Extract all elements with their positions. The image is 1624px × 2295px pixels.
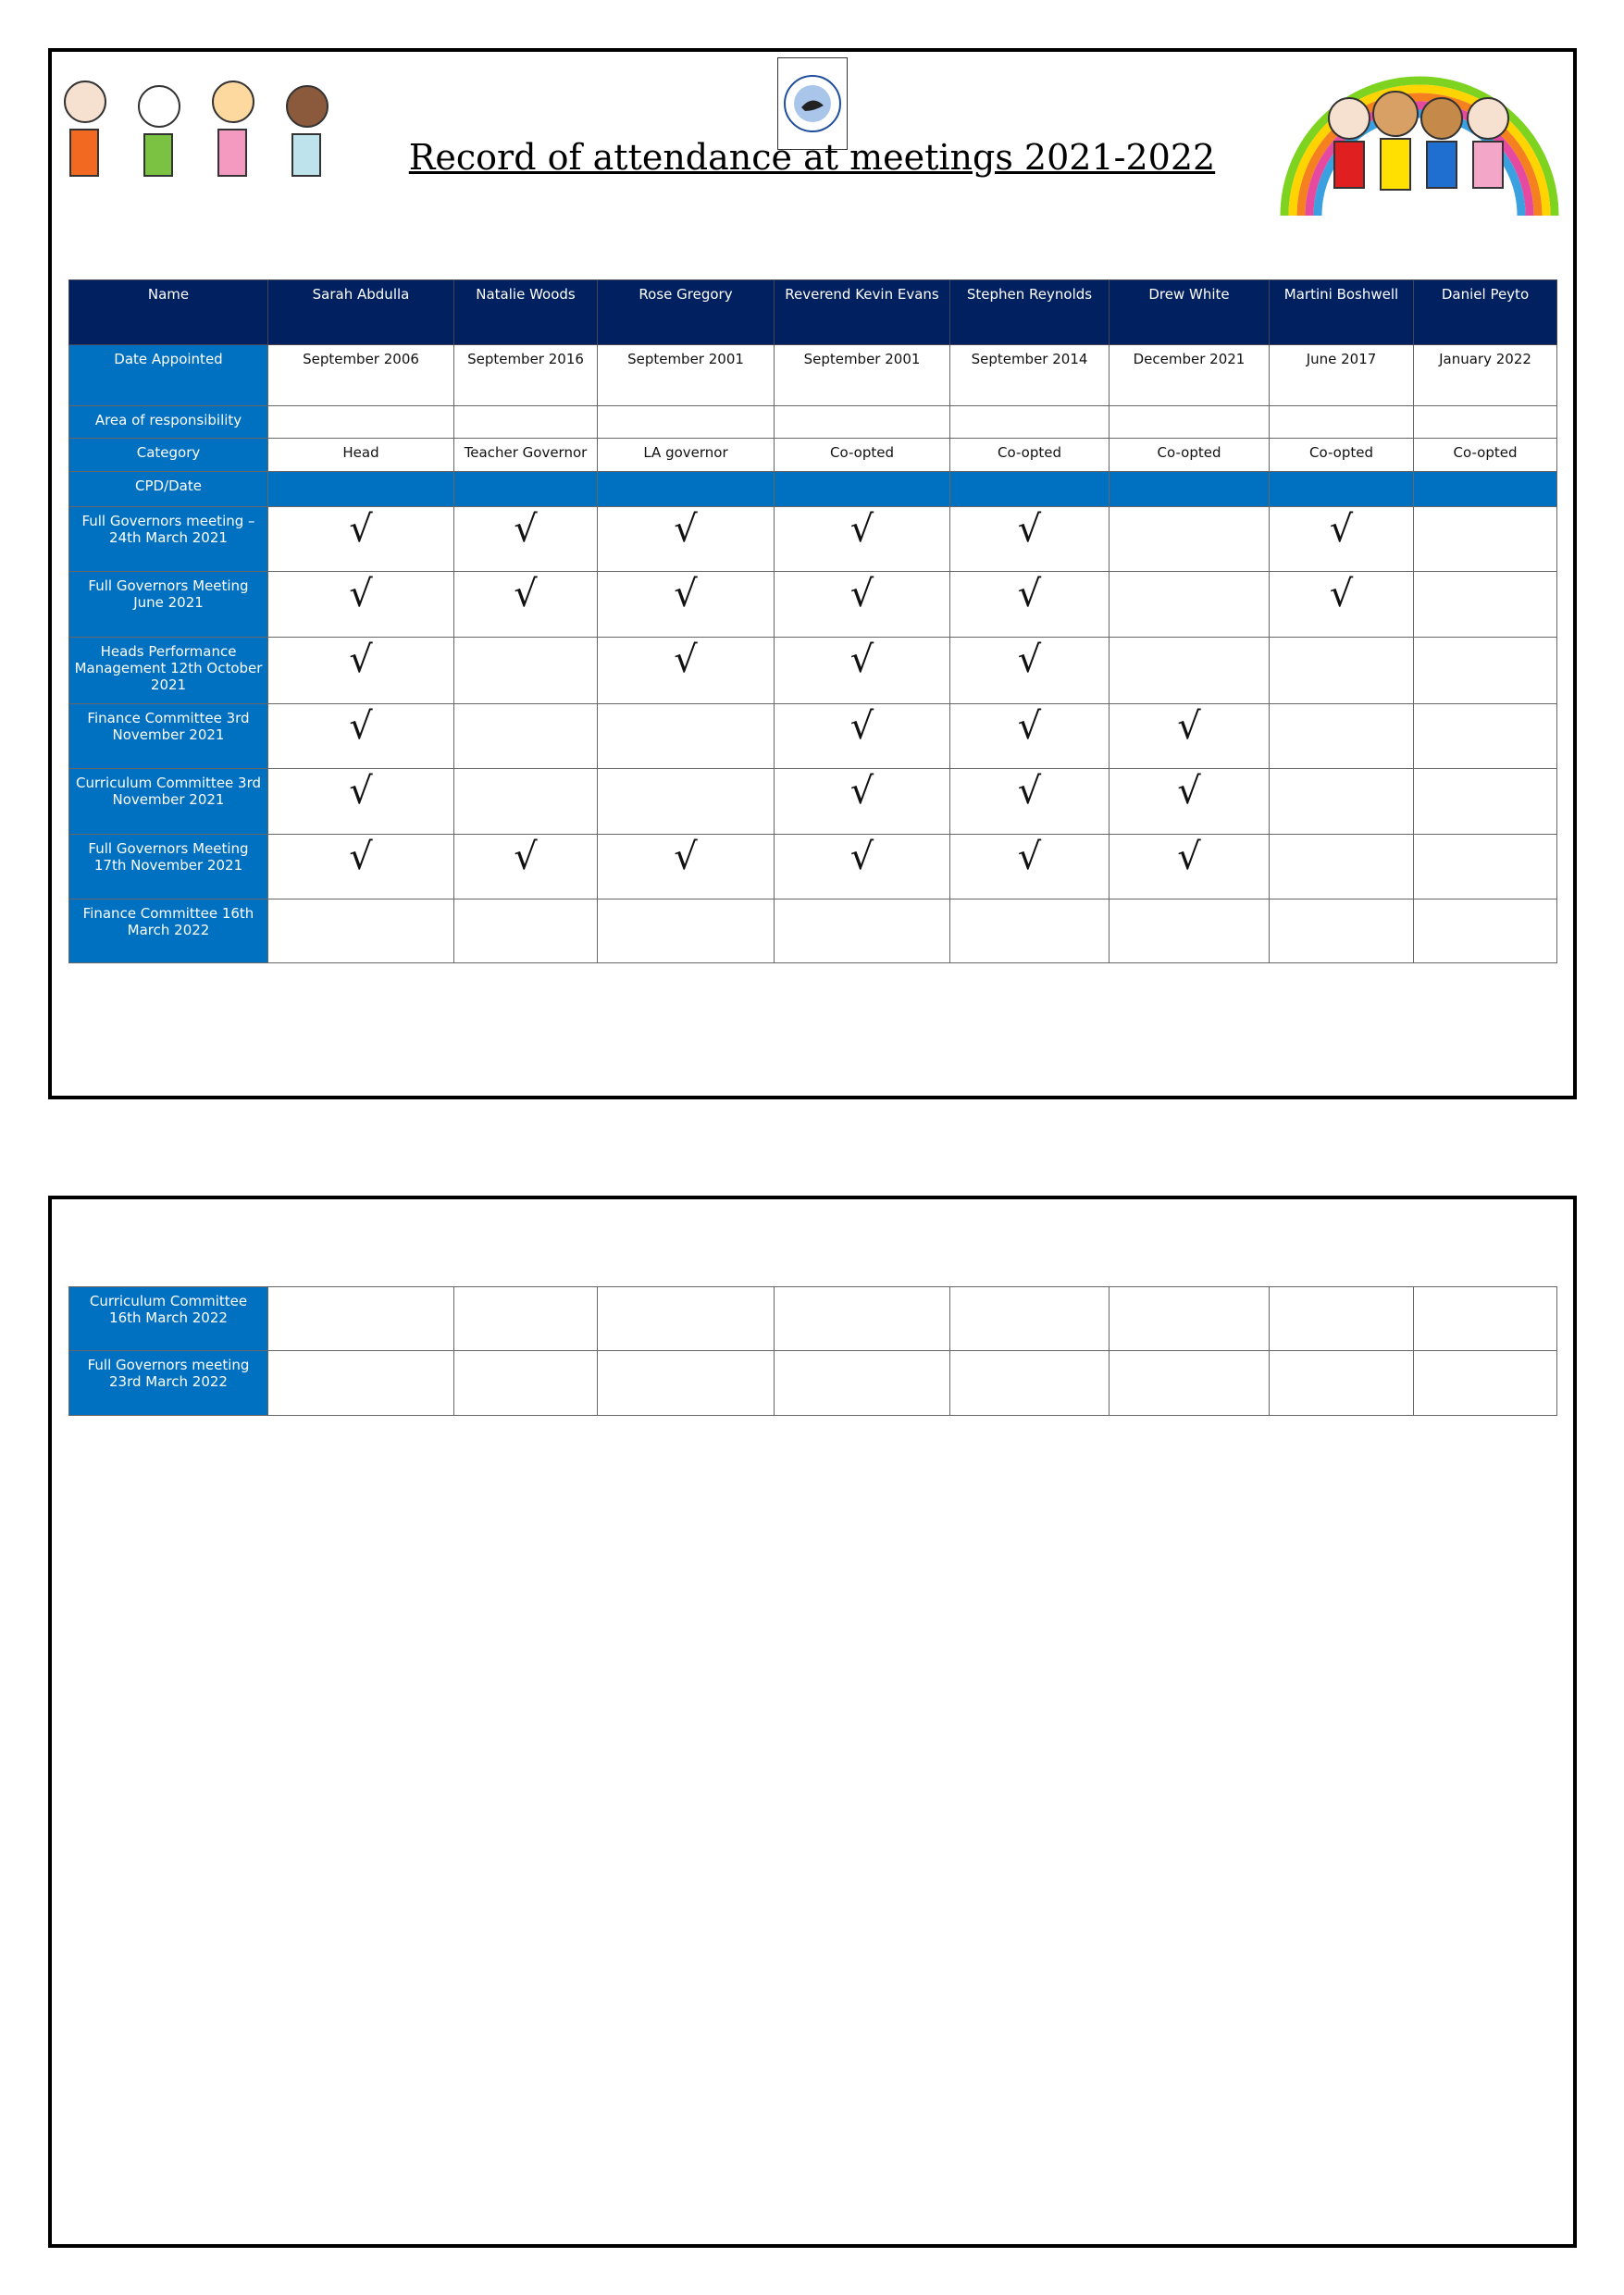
category-cell: Co-opted — [1110, 439, 1270, 472]
check-mark-icon: √ — [849, 770, 874, 813]
check-mark-icon: √ — [514, 508, 538, 551]
attendance-cell — [1270, 638, 1414, 704]
check-mark-icon: √ — [349, 508, 373, 551]
attendance-cell — [598, 1287, 775, 1351]
attendance-cell — [1414, 1287, 1557, 1351]
attendance-cell — [1414, 704, 1557, 769]
meeting-label: Heads Performance Management 12th October 2021 — [69, 638, 268, 704]
attendance-cell — [1414, 507, 1557, 572]
attendance-cell — [598, 769, 775, 835]
check-mark-icon: √ — [849, 836, 874, 878]
row-label-date-appointed: Date Appointed — [69, 345, 268, 406]
row-label-cpd: CPD/Date — [69, 472, 268, 507]
attendance-cell — [1270, 835, 1414, 899]
governor-name: Reverend Kevin Evans — [775, 280, 950, 345]
meeting-label: Finance Committee 16th March 2022 — [69, 899, 268, 963]
area-cell — [268, 406, 454, 439]
category-cell: Teacher Governor — [454, 439, 598, 472]
attended-check-cell — [775, 638, 950, 704]
attended-check-cell — [950, 704, 1110, 769]
area-cell — [598, 406, 775, 439]
attendance-cell — [1270, 1351, 1414, 1416]
row-label-category: Category — [69, 439, 268, 472]
row-label-area: Area of responsibility — [69, 406, 268, 439]
cpd-cell — [1270, 472, 1414, 507]
check-mark-icon: √ — [849, 508, 874, 551]
check-mark-icon: √ — [349, 836, 373, 878]
attendance-table — [68, 279, 1557, 963]
check-mark-icon: √ — [849, 573, 874, 615]
category-cell: Co-opted — [950, 439, 1110, 472]
check-mark-icon: √ — [674, 836, 698, 878]
check-mark-icon: √ — [1177, 836, 1201, 878]
attendance-cell — [1110, 638, 1270, 704]
date-appointed-cell: June 2017 — [1270, 345, 1414, 406]
category-cell: Co-opted — [1414, 439, 1557, 472]
attended-check-cell — [775, 769, 950, 835]
meeting-row — [69, 769, 1557, 835]
attended-check-cell — [950, 835, 1110, 899]
check-mark-icon: √ — [849, 705, 874, 748]
meeting-label: Full Governors Meeting June 2021 — [69, 572, 268, 638]
cpd-cell — [775, 472, 950, 507]
date-appointed-cell: September 2014 — [950, 345, 1110, 406]
attended-check-cell — [268, 638, 454, 704]
area-cell — [1270, 406, 1414, 439]
attendance-cell — [598, 899, 775, 963]
attended-check-cell — [268, 572, 454, 638]
attended-check-cell — [1270, 507, 1414, 572]
attendance-cell — [1110, 899, 1270, 963]
attendance-cell — [454, 1351, 598, 1416]
attended-check-cell — [1110, 769, 1270, 835]
attended-check-cell — [775, 704, 950, 769]
attendance-cell — [1110, 1351, 1270, 1416]
attendance-table-continued — [68, 1286, 1557, 1416]
check-mark-icon: √ — [849, 639, 874, 681]
attendance-cell — [1414, 769, 1557, 835]
attendance-cell — [1110, 507, 1270, 572]
meeting-label: Full Governors meeting 23rd March 2022 — [69, 1351, 268, 1416]
attendance-cell — [1414, 835, 1557, 899]
meeting-row — [69, 507, 1557, 572]
governor-name: Rose Gregory — [598, 280, 775, 345]
attended-check-cell — [950, 507, 1110, 572]
date-appointed-cell: December 2021 — [1110, 345, 1270, 406]
check-mark-icon: √ — [674, 639, 698, 681]
date-appointed-cell: September 2001 — [598, 345, 775, 406]
attended-check-cell — [1110, 835, 1270, 899]
check-mark-icon: √ — [1017, 508, 1042, 551]
attended-check-cell — [268, 769, 454, 835]
check-mark-icon: √ — [1329, 573, 1354, 615]
meeting-label: Curriculum Committee 16th March 2022 — [69, 1287, 268, 1351]
attendance-cell — [454, 769, 598, 835]
attended-check-cell — [598, 572, 775, 638]
governor-name: Daniel Peyto — [1414, 280, 1557, 345]
check-mark-icon: √ — [349, 770, 373, 813]
attendance-cell — [1414, 638, 1557, 704]
category-cell: Co-opted — [1270, 439, 1414, 472]
attended-check-cell — [1110, 704, 1270, 769]
attendance-cell — [454, 638, 598, 704]
attended-check-cell — [950, 572, 1110, 638]
governor-name: Stephen Reynolds — [950, 280, 1110, 345]
check-mark-icon: √ — [349, 573, 373, 615]
attended-check-cell — [268, 507, 454, 572]
category-cell: LA governor — [598, 439, 775, 472]
attended-check-cell — [268, 835, 454, 899]
attendance-cell — [950, 1287, 1110, 1351]
area-cell — [454, 406, 598, 439]
check-mark-icon: √ — [1017, 770, 1042, 813]
check-mark-icon: √ — [1017, 836, 1042, 878]
attended-check-cell — [775, 572, 950, 638]
attendance-cell — [268, 899, 454, 963]
check-mark-icon: √ — [349, 705, 373, 748]
attendance-cell — [1270, 769, 1414, 835]
attendance-cell — [268, 1351, 454, 1416]
date-appointed-cell: September 2016 — [454, 345, 598, 406]
cpd-cell — [268, 472, 454, 507]
meeting-label: Curriculum Committee 3rd November 2021 — [69, 769, 268, 835]
check-mark-icon: √ — [1177, 770, 1201, 813]
check-mark-icon: √ — [1017, 639, 1042, 681]
meeting-row — [69, 899, 1557, 963]
meeting-row — [69, 835, 1557, 899]
attendance-cell — [1110, 572, 1270, 638]
attended-check-cell — [775, 507, 950, 572]
attended-check-cell — [268, 704, 454, 769]
meeting-label: Full Governors Meeting 17th November 2021 — [69, 835, 268, 899]
attendance-cell — [268, 1287, 454, 1351]
attended-check-cell — [1270, 572, 1414, 638]
attended-check-cell — [775, 835, 950, 899]
attended-check-cell — [598, 638, 775, 704]
attendance-cell — [598, 1351, 775, 1416]
page-title: Record of attendance at meetings 2021-2022 — [408, 137, 1216, 178]
check-mark-icon: √ — [1017, 705, 1042, 748]
attendance-cell — [598, 704, 775, 769]
check-mark-icon: √ — [514, 573, 538, 615]
attended-check-cell — [598, 835, 775, 899]
attendance-cell — [1414, 572, 1557, 638]
attended-check-cell — [598, 507, 775, 572]
date-appointed-cell: September 2001 — [775, 345, 950, 406]
check-mark-icon: √ — [1017, 573, 1042, 615]
attendance-cell — [454, 899, 598, 963]
check-mark-icon: √ — [349, 639, 373, 681]
check-mark-icon: √ — [674, 573, 698, 615]
governor-name: Sarah Abdulla — [268, 280, 454, 345]
category-cell: Co-opted — [775, 439, 950, 472]
attendance-cell — [1270, 704, 1414, 769]
cpd-cell — [1414, 472, 1557, 507]
attendance-cell — [454, 1287, 598, 1351]
attendance-cell — [1414, 899, 1557, 963]
attended-check-cell — [950, 638, 1110, 704]
date-appointed-cell: September 2006 — [268, 345, 454, 406]
cpd-cell — [950, 472, 1110, 507]
meeting-row — [69, 572, 1557, 638]
check-mark-icon: √ — [514, 836, 538, 878]
meeting-row — [69, 704, 1557, 769]
attendance-cell — [775, 899, 950, 963]
area-cell — [775, 406, 950, 439]
meeting-row — [69, 1287, 1557, 1351]
attended-check-cell — [950, 769, 1110, 835]
attendance-cell — [950, 1351, 1110, 1416]
governor-name: Drew White — [1110, 280, 1270, 345]
attended-check-cell — [454, 835, 598, 899]
attended-check-cell — [454, 572, 598, 638]
meeting-row — [69, 638, 1557, 704]
attendance-cell — [775, 1287, 950, 1351]
meeting-label: Finance Committee 3rd November 2021 — [69, 704, 268, 769]
cpd-cell — [598, 472, 775, 507]
attendance-cell — [1110, 1287, 1270, 1351]
attendance-cell — [1270, 1287, 1414, 1351]
attendance-cell — [950, 899, 1110, 963]
cpd-cell — [1110, 472, 1270, 507]
governor-name: Natalie Woods — [454, 280, 598, 345]
area-cell — [1414, 406, 1557, 439]
check-mark-icon: √ — [1177, 705, 1201, 748]
check-mark-icon: √ — [674, 508, 698, 551]
attended-check-cell — [454, 507, 598, 572]
attendance-cell — [454, 704, 598, 769]
meeting-label: Full Governors meeting – 24th March 2021 — [69, 507, 268, 572]
check-mark-icon: √ — [1329, 508, 1354, 551]
cpd-cell — [454, 472, 598, 507]
attendance-cell — [1414, 1351, 1557, 1416]
attendance-cell — [775, 1351, 950, 1416]
category-cell: Head — [268, 439, 454, 472]
attendance-cell — [1270, 899, 1414, 963]
school-logo — [777, 57, 848, 150]
header-name-label: Name — [69, 280, 268, 345]
meeting-row — [69, 1351, 1557, 1416]
date-appointed-cell: January 2022 — [1414, 345, 1557, 406]
governor-name: Martini Boshwell — [1270, 280, 1414, 345]
area-cell — [950, 406, 1110, 439]
area-cell — [1110, 406, 1270, 439]
